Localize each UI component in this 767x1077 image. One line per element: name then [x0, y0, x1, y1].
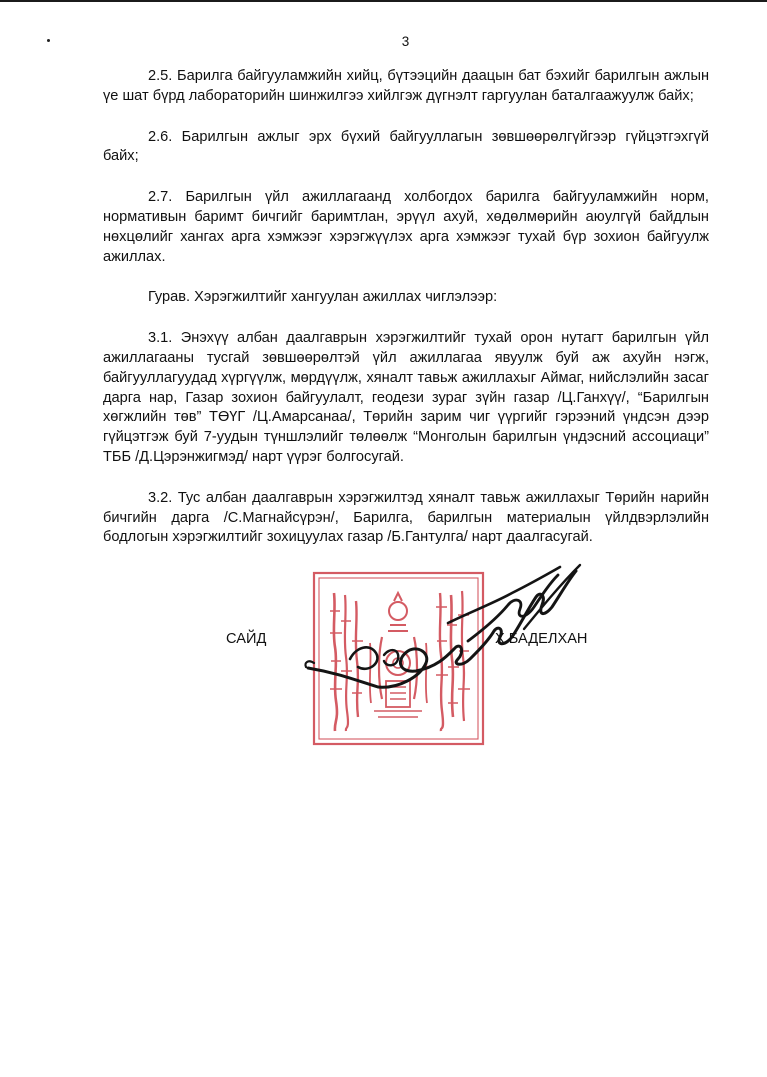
page-top-edge	[0, 0, 767, 2]
paragraph-2-5: 2.5. Барилга байгууламжийн хийц, бүтээцийн даацын бат бэхийг барилгын ажлын үе шат бүрд лабораторийн шинжилгээ хийлгэж дүгнэлт гаргуулан баталгаажуулж байх;	[103, 68, 709, 104]
paragraph-3-1: 3.1. Энэхүү албан даалгаврын хэрэгжилтийг тухай орон нутагт барилгын үйл ажиллагааны тусгай зөвшөөрөлтэй үйл ажиллагаа явуулж буй аж ахуйн нэгж, байгууллагуудад хүргүүлж, мөрдүүлж, хяналт тавьж ажиллахыг Аймаг, нийслэлийн засаг дарга нар, Газар зохион байгуулалт, геодези зураг зүйн газар /Ц.Ганхүү/, “Барилгын хөгжлийн төв” ТӨҮГ /Ц.Амарсанаа/, Төрийн зарим чиг үүргийг гэрээний үндсэн дээр гүйцэтгэж буй 7-уудын түншлэлийг төлөөлж “Монголын барилгын үндэсний ассоциаци” ТББ /Д.Цэрэнжигмэд/ нарт үүрэг болгосугай.	[103, 330, 709, 465]
signatory-title: САЙД	[226, 631, 267, 647]
section-heading-three: Гурав. Хэрэгжилтийг хангуулан ажиллах чиглэлээр:	[148, 289, 498, 306]
paragraph-2-7: 2.7. Барилгын үйл ажиллагаанд холбогдох барилга байгууламжийн норм, нормативын баримт бичгийг баримтлан, эрүүл ахуй, хөдөлмөрийн аюулгүй байдлын нөхцөлийг хангах арга хэмжээг хэрэгжүүлэх арга хэмжээг тухай бүр зохион байгуулж ажиллах.	[103, 189, 709, 265]
page-number: 3	[401, 34, 410, 49]
paragraph-2-6: 2.6. Барилгын ажлыг эрх бүхий байгууллагын зөвшөөрөлгүйгээр гүйцэтгэхгүй байх;	[103, 128, 709, 165]
document-body	[103, 67, 709, 569]
signatory-name: Х.БАДЕЛХАН	[495, 631, 588, 647]
handwritten-signature	[298, 563, 590, 693]
paragraph-3-2: 3.2. Тус албан даалгаврын хэрэгжилтэд хяналт тавьж ажиллахыг Төрийн нарийн бичгийн дарга /С.Магнайсүрэн/, Барилга, барилгын материалын үйлдвэрлэлийн бодлогын хэрэгжилтийг зохицуулах газар /Б.Гантулга/ нарт даалгасугай.	[103, 489, 709, 546]
